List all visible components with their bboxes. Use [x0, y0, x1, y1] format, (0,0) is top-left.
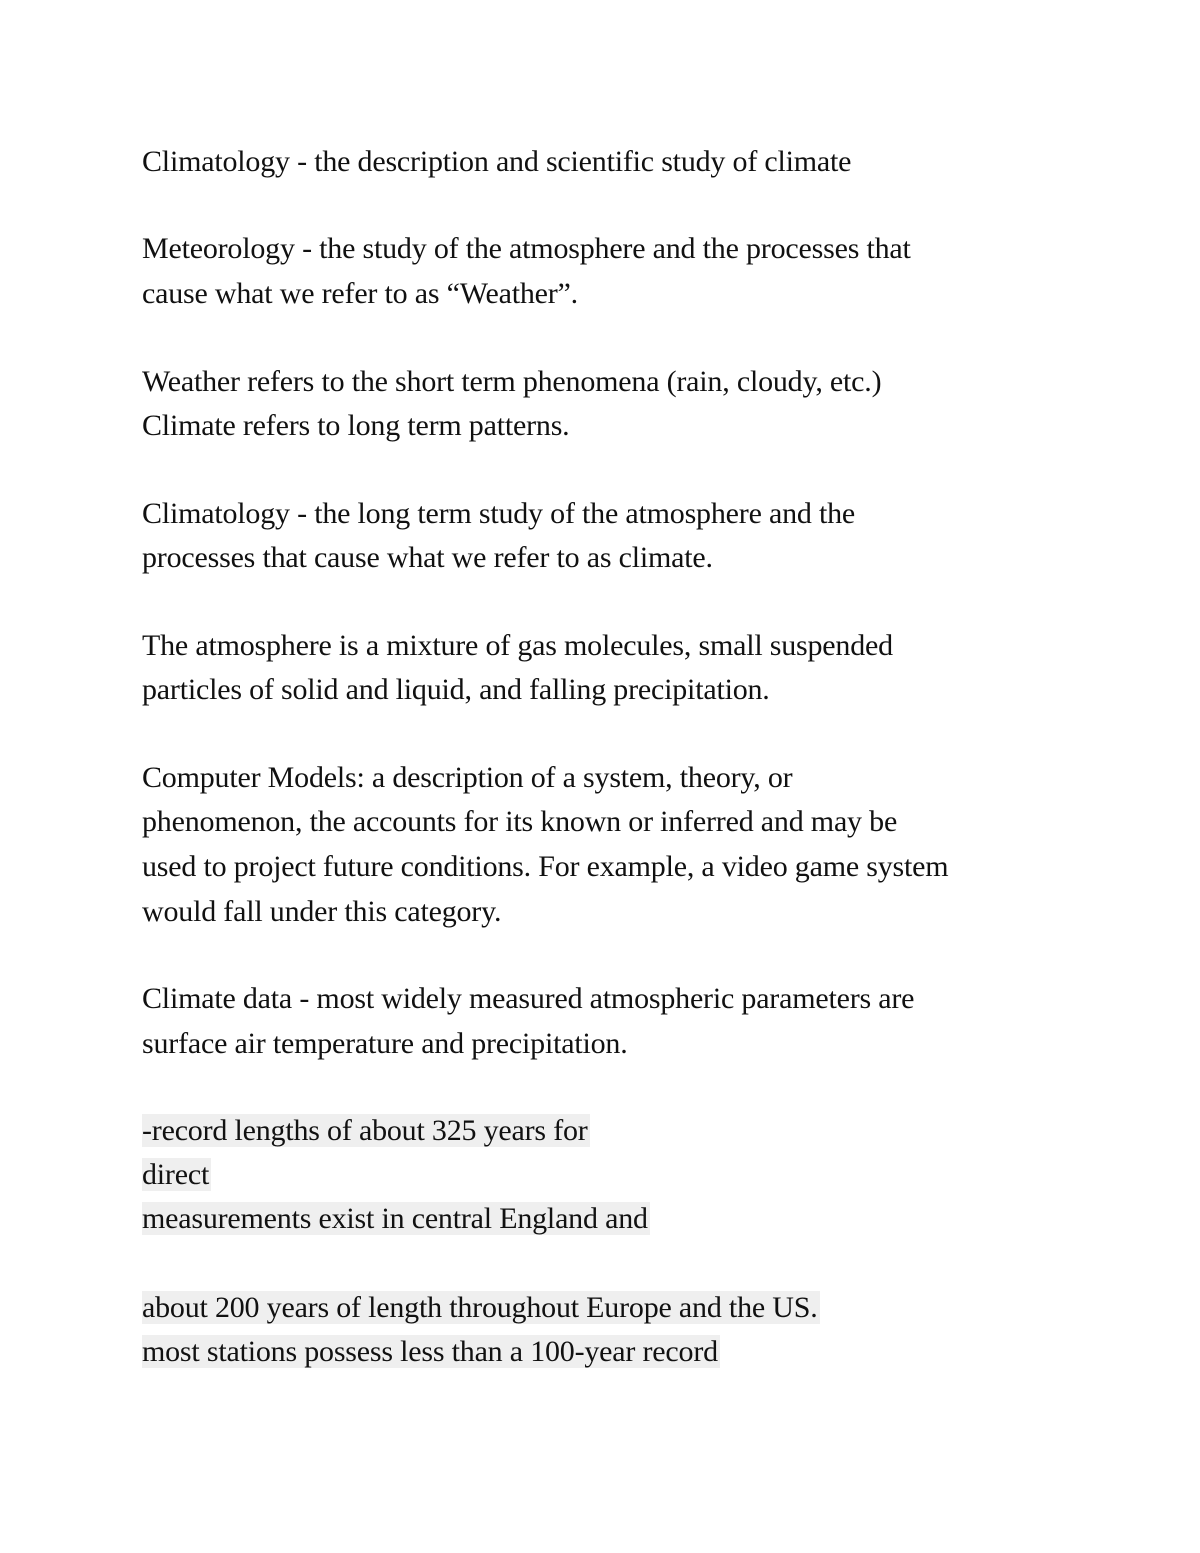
- highlighted-text: measurements exist in central England and: [142, 1202, 648, 1235]
- highlighted-text: most stations possess less than a 100-year record: [142, 1335, 718, 1368]
- weather-climate-line-2: Climate refers to long term patterns.: [142, 409, 570, 442]
- meteorology-definition-line-1: Meteorology - the study of the atmosphere and the processes that: [142, 232, 911, 265]
- europe-us-line-2: [142, 1330, 720, 1374]
- record-lengths-line-3: [142, 1197, 650, 1241]
- europe-us-line-1: [142, 1286, 820, 1330]
- climatology-long-term-line-1: Climatology - the long term study of the atmosphere and the: [142, 497, 856, 530]
- computer-models-line-1: Computer Models: a description of a system, theory, or: [142, 761, 793, 794]
- highlighted-text: direct: [142, 1158, 210, 1191]
- computer-models-line-2: phenomenon, the accounts for its known or inferred and may be: [142, 805, 898, 838]
- climatology-long-term-line-2: processes that cause what we refer to as climate.: [142, 541, 713, 574]
- highlighted-text: about 200 years of length throughout Europe and the US.: [142, 1291, 818, 1324]
- record-lengths-line-1: [142, 1109, 590, 1153]
- computer-models-line-4: would fall under this category.: [142, 895, 502, 928]
- atmosphere-mixture-line-1: The atmosphere is a mixture of gas molecules, small suspended: [142, 629, 893, 662]
- computer-models-line-3: used to project future conditions. For example, a video game system: [142, 850, 949, 883]
- record-lengths-line-2: [142, 1153, 211, 1197]
- climatology-definition-line-1: Climatology - the description and scientific study of climate: [142, 145, 852, 178]
- climate-data-line-1: Climate data - most widely measured atmospheric parameters are: [142, 982, 915, 1015]
- climate-data-line-2: surface air temperature and precipitation.: [142, 1027, 628, 1060]
- atmosphere-mixture-line-2: particles of solid and liquid, and falling precipitation.: [142, 673, 770, 706]
- meteorology-definition-line-2: cause what we refer to as “Weather”.: [142, 277, 578, 310]
- highlighted-text: -record lengths of about 325 years for: [142, 1114, 588, 1147]
- weather-climate-line-1: Weather refers to the short term phenomena (rain, cloudy, etc.): [142, 365, 882, 398]
